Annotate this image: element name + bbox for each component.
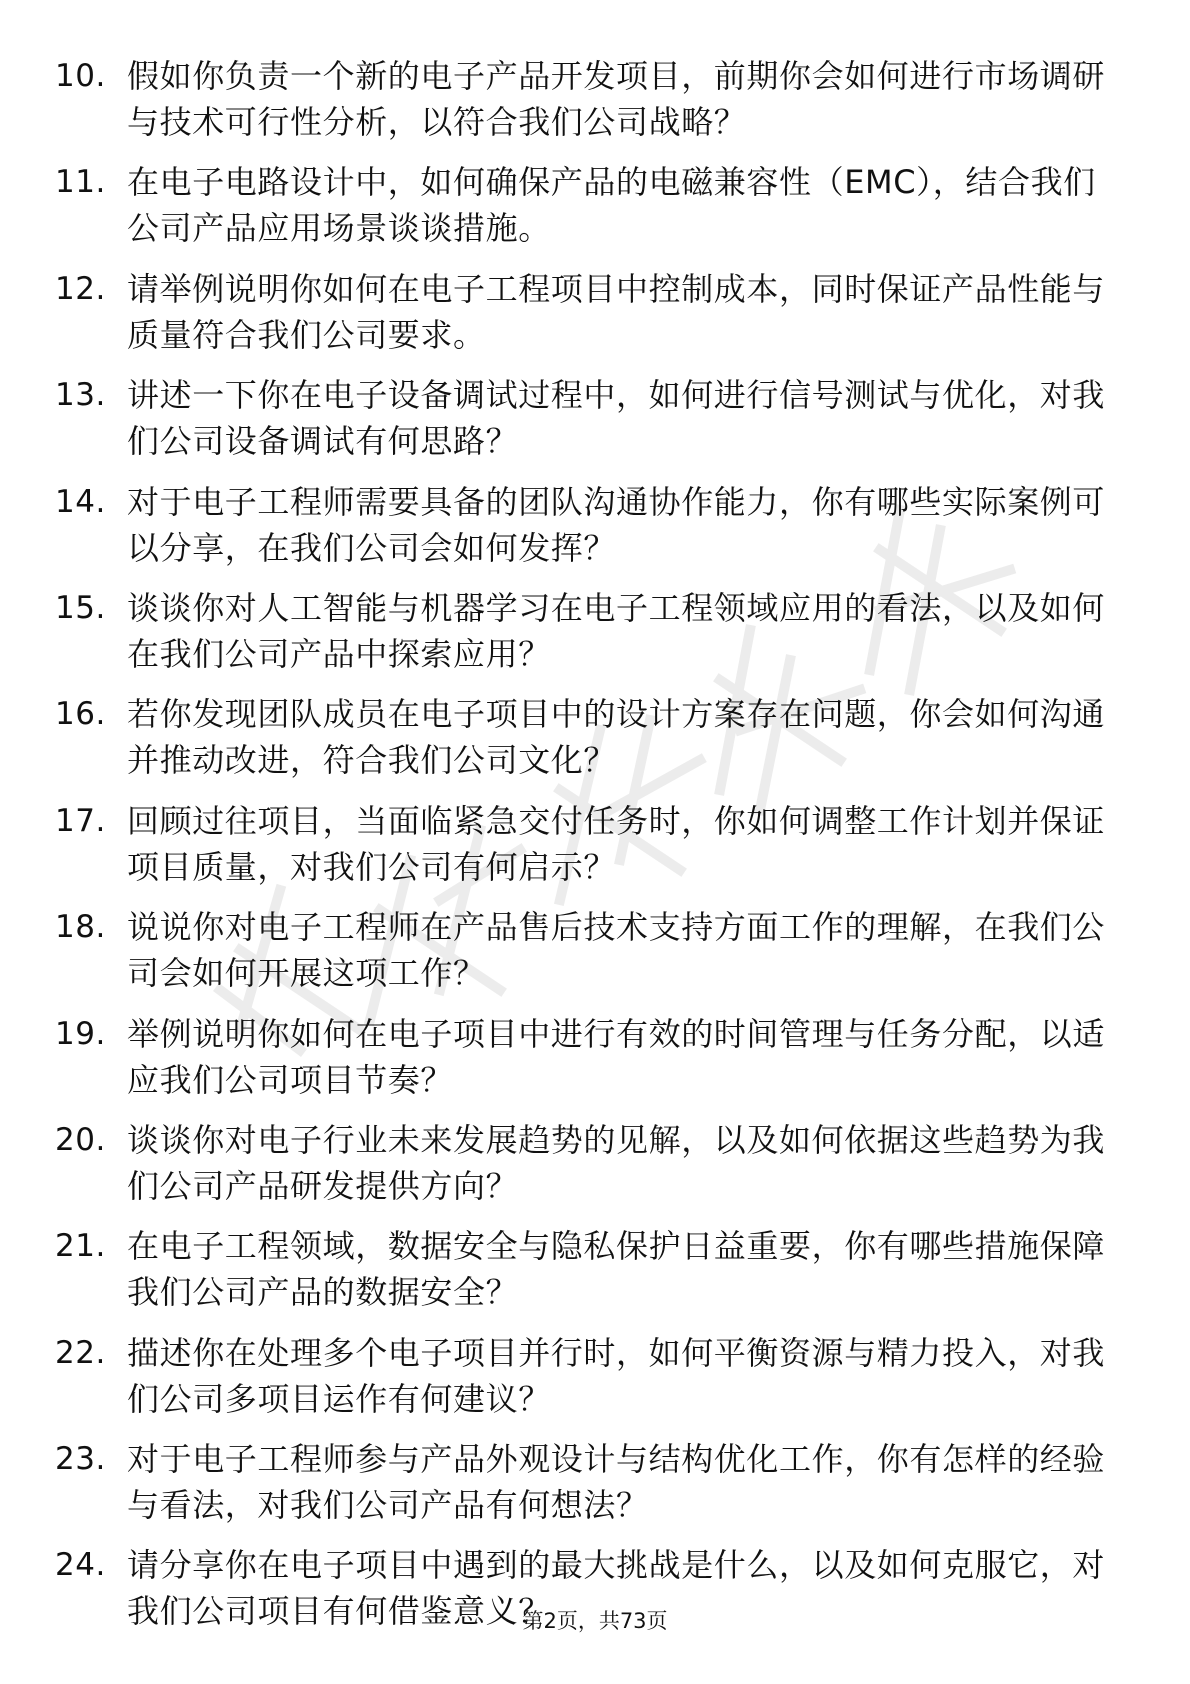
question-list bbox=[55, 53, 1115, 1649]
question-number: 20. bbox=[55, 1121, 106, 1158]
question-number: 15. bbox=[55, 589, 106, 626]
question-text: 说说你对电子工程师在产品售后技术支持方面工作的理解，在我们公司会如何开展这项工作？ bbox=[127, 908, 1106, 993]
question-number: 18. bbox=[55, 909, 106, 946]
question-text: 举例说明你如何在电子项目中进行有效的时间管理与任务分配，以适应我们公司项目节奏？ bbox=[127, 1014, 1106, 1099]
list-item bbox=[55, 1223, 1115, 1329]
question-text: 谈谈你对人工智能与机器学习在电子工程领域应用的看法，以及如何在我们公司产品中探索应用？ bbox=[127, 588, 1106, 673]
list-item bbox=[55, 1011, 1115, 1117]
question-text: 请分享你在电子项目中遇到的最大挑战是什么，以及如何克服它，对我们公司项目有何借鉴意义？ bbox=[127, 1546, 1106, 1631]
list-item bbox=[55, 1117, 1115, 1223]
question-number: 13. bbox=[55, 377, 106, 414]
question-number: 21. bbox=[55, 1228, 106, 1265]
question-text: 对于电子工程师参与产品外观设计与结构优化工作，你有怎样的经验与看法，对我们公司产品有何想法？ bbox=[127, 1440, 1106, 1525]
list-item bbox=[55, 372, 1115, 478]
list-item bbox=[55, 53, 1115, 159]
list-item bbox=[55, 904, 1115, 1010]
question-number: 11. bbox=[55, 164, 106, 201]
list-item bbox=[55, 1436, 1115, 1542]
question-number: 22. bbox=[55, 1334, 106, 1371]
question-text: 在电子工程领域，数据安全与隐私保护日益重要，你有哪些措施保障我们公司产品的数据安全？ bbox=[127, 1227, 1106, 1312]
question-text: 描述你在处理多个电子项目并行时，如何平衡资源与精力投入，对我们公司多项目运作有何建议？ bbox=[127, 1333, 1106, 1418]
question-text: 假如你负责一个新的电子产品开发项目，前期你会如何进行市场调研与技术可行性分析，以符合我们公司战略？ bbox=[127, 57, 1106, 141]
question-text: 对于电子工程师需要具备的团队沟通协作能力，你有哪些实际案例可以分享，在我们公司会如何发挥？ bbox=[127, 482, 1106, 567]
list-item bbox=[55, 159, 1115, 265]
list-item bbox=[55, 691, 1115, 797]
question-number: 16. bbox=[55, 696, 106, 733]
question-number: 17. bbox=[55, 802, 106, 839]
list-item bbox=[55, 585, 1115, 691]
question-text: 讲述一下你在电子设备调试过程中，如何进行信号测试与优化，对我们公司设备调试有何思路？ bbox=[127, 376, 1106, 461]
list-item bbox=[55, 798, 1115, 904]
question-text: 请举例说明你如何在电子工程项目中控制成本，同时保证产品性能与质量符合我们公司要求。 bbox=[127, 269, 1106, 354]
page-number: 第2页，共73页 bbox=[522, 1609, 668, 1633]
question-text: 谈谈你对电子行业未来发展趋势的见解，以及如何依据这些趋势为我们公司产品研发提供方向？ bbox=[127, 1120, 1106, 1205]
question-text: 回顾过往项目，当面临紧急交付任务时，你如何调整工作计划并保证项目质量，对我们公司有何启示？ bbox=[127, 801, 1106, 886]
question-text: 若你发现团队成员在电子项目中的设计方案存在问题，你会如何沟通并推动改进，符合我们公司文化？ bbox=[127, 695, 1106, 780]
list-item bbox=[55, 479, 1115, 585]
question-text: 在电子电路设计中，如何确保产品的电磁兼容性（EMC），结合我们公司产品应用场景谈谈措施。 bbox=[127, 163, 1096, 248]
question-number: 19. bbox=[55, 1015, 106, 1052]
question-number: 24. bbox=[55, 1547, 106, 1584]
list-item bbox=[55, 1330, 1115, 1436]
question-number: 10. bbox=[55, 58, 106, 94]
question-number: 14. bbox=[55, 483, 106, 520]
list-item bbox=[55, 266, 1115, 372]
question-number: 23. bbox=[55, 1441, 106, 1478]
question-number: 12. bbox=[55, 270, 106, 307]
